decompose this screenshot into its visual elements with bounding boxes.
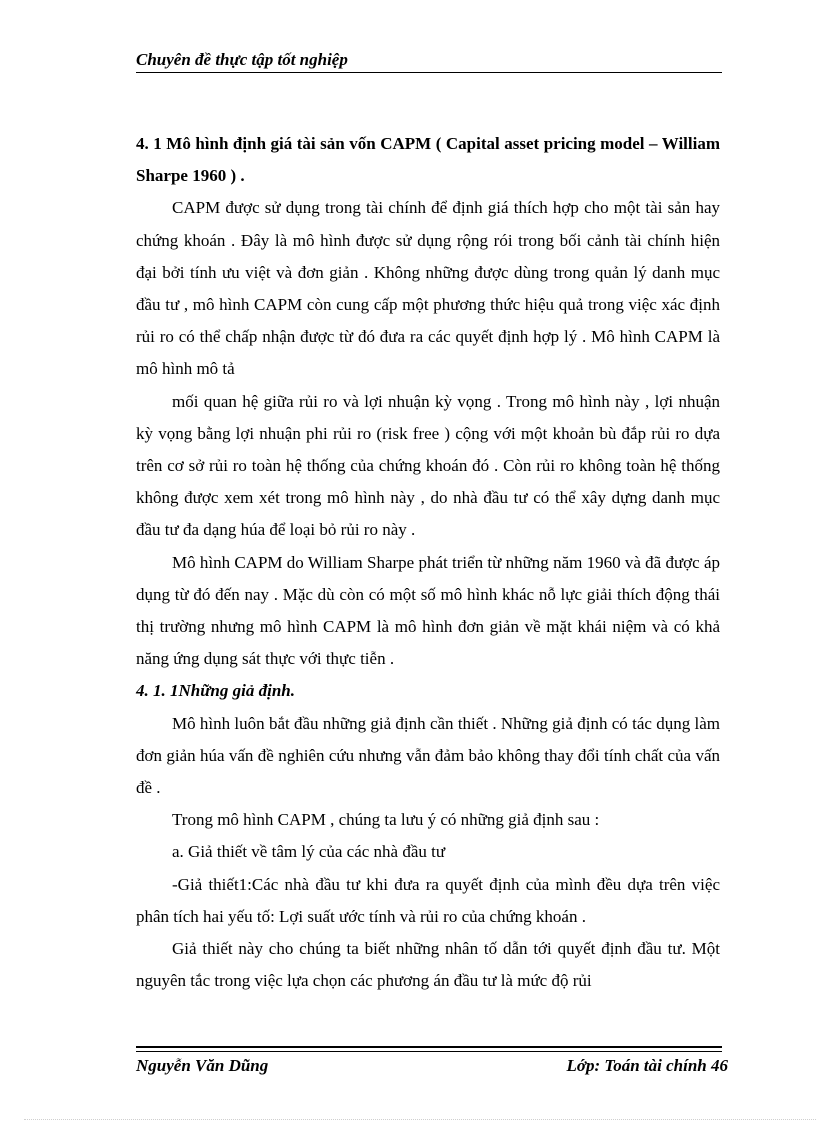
subsection-heading: 4. 1. 1Những giả định. (136, 681, 295, 701)
page-header-title: Chuyên đề thực tập tốt nghiệp (136, 50, 348, 69)
subsection-paragraph-4: -Giả thiết1:Các nhà đầu tư khi đưa ra quyết định của mình đều dựa trên việc phân tích hai yếu tố: Lợi suất ước tính và rủi ro của chứng khoán . (136, 874, 720, 926)
header-rule (136, 72, 722, 73)
section-paragraph-3: Mô hình CAPM do William Sharpe phát triển từ những năm 1960 và đã được áp dụng từ đó đến nay . Mặc dù còn có một số mô hình khác nỗ lực giải thích động thái thị trường nhưng mô hình CAPM là mô hình đơn giản về mặt khái niệm và có khả năng ứng dụng sát thực với thực tiễn . (136, 552, 720, 669)
section-paragraph-1: CAPM được sử dụng trong tài chính để định giá thích hợp cho một tài sản hay chứng khoán . Đây là mô hình được sử dụng rộng rói trong bối cảnh tài chính hiện đại bởi tính ưu việt và đơn giản . Không những được dùng trong quản lý danh mục đầu tư , mô hình CAPM còn cung cấp một phương thức hiệu quả trong việc xác định rủi ro có thể chấp nhận được từ đó đưa ra các quyết định hợp lý . Mô hình CAPM là mô hình mô tả (136, 198, 720, 379)
footer-class: Lớp: Toán tài chính 46 (566, 1056, 728, 1075)
subsection-paragraph-1: Mô hình luôn bắt đầu những giả định cần thiết . Những giả định có tác dụng làm đơn giản húa vấn đề nghiên cứu nhưng vẫn đảm bảo không thay đổi tính chất của vấn đề . (136, 713, 720, 798)
page-content (136, 128, 720, 997)
footer-author: Nguyễn Văn Dũng (136, 1056, 269, 1075)
footer-rule-thick (136, 1046, 722, 1048)
page-edge-divider (24, 1119, 816, 1120)
subsection-paragraph-2: Trong mô hình CAPM , chúng ta lưu ý có những giả định sau : (172, 810, 600, 830)
subsection-paragraph-3: a. Giả thiết về tâm lý của các nhà đầu tư (172, 842, 446, 862)
footer-rule-thin (136, 1051, 722, 1052)
subsection-paragraph-5: Giả thiết này cho chúng ta biết những nhân tố dẫn tới quyết định đầu tư. Một nguyên tắc trong việc lựa chọn các phương án đầu tư là mức độ rủi (136, 939, 720, 991)
section-heading: 4. 1 Mô hình định giá tài sản vốn CAPM ( Capital asset pricing model – William Sharpe 1960 ) . (136, 134, 720, 186)
section-paragraph-2: mối quan hệ giữa rủi ro và lợi nhuận kỳ vọng . Trong mô hình này , lợi nhuận kỳ vọng bằng lợi nhuận phi rủi ro (risk free ) cộng với một khoản bù đắp rủi ro dựa trên cơ sở rủi ro toàn hệ thống của chứng khoán đó . Còn rủi ro không toàn hệ thống không được xem xét trong mô hình này , do nhà đầu tư có thể xây dựng danh mục đầu tư đa dạng húa để loại bỏ rủi ro này . (136, 391, 720, 540)
